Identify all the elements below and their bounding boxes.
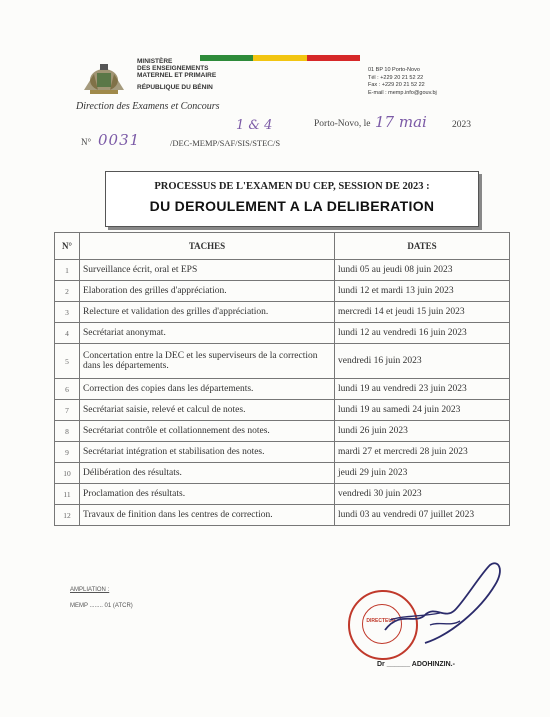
contact-line: Fax : +229 20 21 52 22: [368, 82, 425, 88]
table-row: [55, 400, 510, 421]
row-date: mercredi 14 et jeudi 15 juin 2023: [335, 302, 510, 323]
table-row: [55, 323, 510, 344]
table-row: [55, 484, 510, 505]
coat-of-arms-icon: [80, 60, 128, 96]
header-num: N°: [55, 233, 80, 260]
title-line-1: PROCESSUS DE L'EXAMEN DU CEP, SESSION DE 2023 :: [154, 181, 430, 192]
row-task: Délibération des résultats.: [80, 463, 335, 484]
signature-icon: [330, 555, 510, 660]
ministry-block: [137, 58, 216, 91]
row-task: Secrétariat anonymat.: [80, 323, 335, 344]
row-date: lundi 12 au vendredi 16 juin 2023: [335, 323, 510, 344]
row-task: Elaboration des grilles d'appréciation.: [80, 281, 335, 302]
row-num: 3: [55, 302, 80, 323]
row-task: Travaux de finition dans les centres de correction.: [80, 505, 335, 526]
title-line-2: DU DEROULEMENT A LA DELIBERATION: [149, 198, 435, 214]
table-row: [55, 281, 510, 302]
direction-label: Direction des Examens et Concours: [76, 101, 220, 112]
row-task: Secrétariat intégration et stabilisation des notes.: [80, 442, 335, 463]
table-row: [55, 442, 510, 463]
reference-code: /DEC-MEMP/SAF/SIS/STEC/S: [170, 138, 281, 148]
memp-line: MEMP ........ 01 (ATCR): [70, 603, 133, 609]
table-row: [55, 260, 510, 281]
flag-stripe: [200, 55, 360, 61]
table-row: [55, 505, 510, 526]
reference-prefix: N°: [81, 137, 92, 147]
flag-yellow: [253, 55, 306, 61]
row-date: mardi 27 et mercredi 28 juin 2023: [335, 442, 510, 463]
flag-red: [307, 55, 360, 61]
ministry-line: MINISTÈRE: [137, 58, 173, 65]
contact-block: [368, 67, 437, 97]
row-date: lundi 19 au vendredi 23 juin 2023: [335, 379, 510, 400]
row-task: Secrétariat contrôle et collationnement des notes.: [80, 421, 335, 442]
table-header-row: [55, 233, 510, 260]
ministry-line: MATERNEL ET PRIMAIRE: [137, 72, 217, 79]
row-task: Surveillance écrit, oral et EPS: [80, 260, 335, 281]
table-row: [55, 463, 510, 484]
row-task: Concertation entre la DEC et les superviseurs de la correction dans les départements.: [80, 344, 335, 379]
row-num: 2: [55, 281, 80, 302]
contact-line: E-mail : memp.info@gouv.bj: [368, 89, 437, 96]
header-dates: DATES: [335, 233, 510, 260]
contact-line: Tél : +229 20 21 52 22: [368, 74, 424, 81]
table-row: [55, 302, 510, 323]
row-num: 11: [55, 484, 80, 505]
row-num: 7: [55, 400, 80, 421]
row-num: 10: [55, 463, 80, 484]
contact-line: 01 BP 10 Porto-Novo: [368, 67, 420, 73]
row-date: lundi 19 au samedi 24 juin 2023: [335, 400, 510, 421]
row-num: 5: [55, 344, 80, 379]
ministry-line: DES ENSEIGNEMENTS: [137, 65, 209, 72]
row-date: lundi 12 et mardi 13 juin 2023: [335, 281, 510, 302]
table-row: [55, 344, 510, 379]
row-num: 6: [55, 379, 80, 400]
row-date: vendredi 16 juin 2023: [335, 344, 510, 379]
row-num: 12: [55, 505, 80, 526]
republic-label: RÉPUBLIQUE DU BÉNIN: [137, 84, 213, 91]
signer-name: Dr ______ ADOHINZIN.-: [377, 661, 455, 668]
row-date: lundi 05 au jeudi 08 juin 2023: [335, 260, 510, 281]
stamp-text: DIRECTEUR: [366, 618, 396, 624]
row-task: Correction des copies dans les départements.: [80, 379, 335, 400]
reference-number: 0031: [98, 131, 141, 149]
row-task: Secrétariat saisie, relevé et calcul de notes.: [80, 400, 335, 421]
row-date: jeudi 29 juin 2023: [335, 463, 510, 484]
row-date: vendredi 30 juin 2023: [335, 484, 510, 505]
table-row: [55, 421, 510, 442]
dateline-place: Porto-Novo, le: [314, 119, 371, 129]
title-box: [105, 171, 479, 227]
dateline-day-month: 17 mai: [375, 113, 427, 131]
dateline-year: 2023: [452, 120, 471, 130]
row-date: lundi 03 au vendredi 07 juillet 2023: [335, 505, 510, 526]
row-num: 8: [55, 421, 80, 442]
row-num: 9: [55, 442, 80, 463]
row-num: 1: [55, 260, 80, 281]
header-tasks: TACHES: [80, 233, 335, 260]
row-num: 4: [55, 323, 80, 344]
row-task: Relecture et validation des grilles d'appréciation.: [80, 302, 335, 323]
schedule-table: [54, 232, 510, 526]
row-task: Proclamation des résultats.: [80, 484, 335, 505]
ampliation-label: AMPLIATION :: [70, 587, 110, 593]
row-date: lundi 26 juin 2023: [335, 421, 510, 442]
handwritten-mark: 1 & 4: [236, 118, 273, 133]
table-row: [55, 379, 510, 400]
